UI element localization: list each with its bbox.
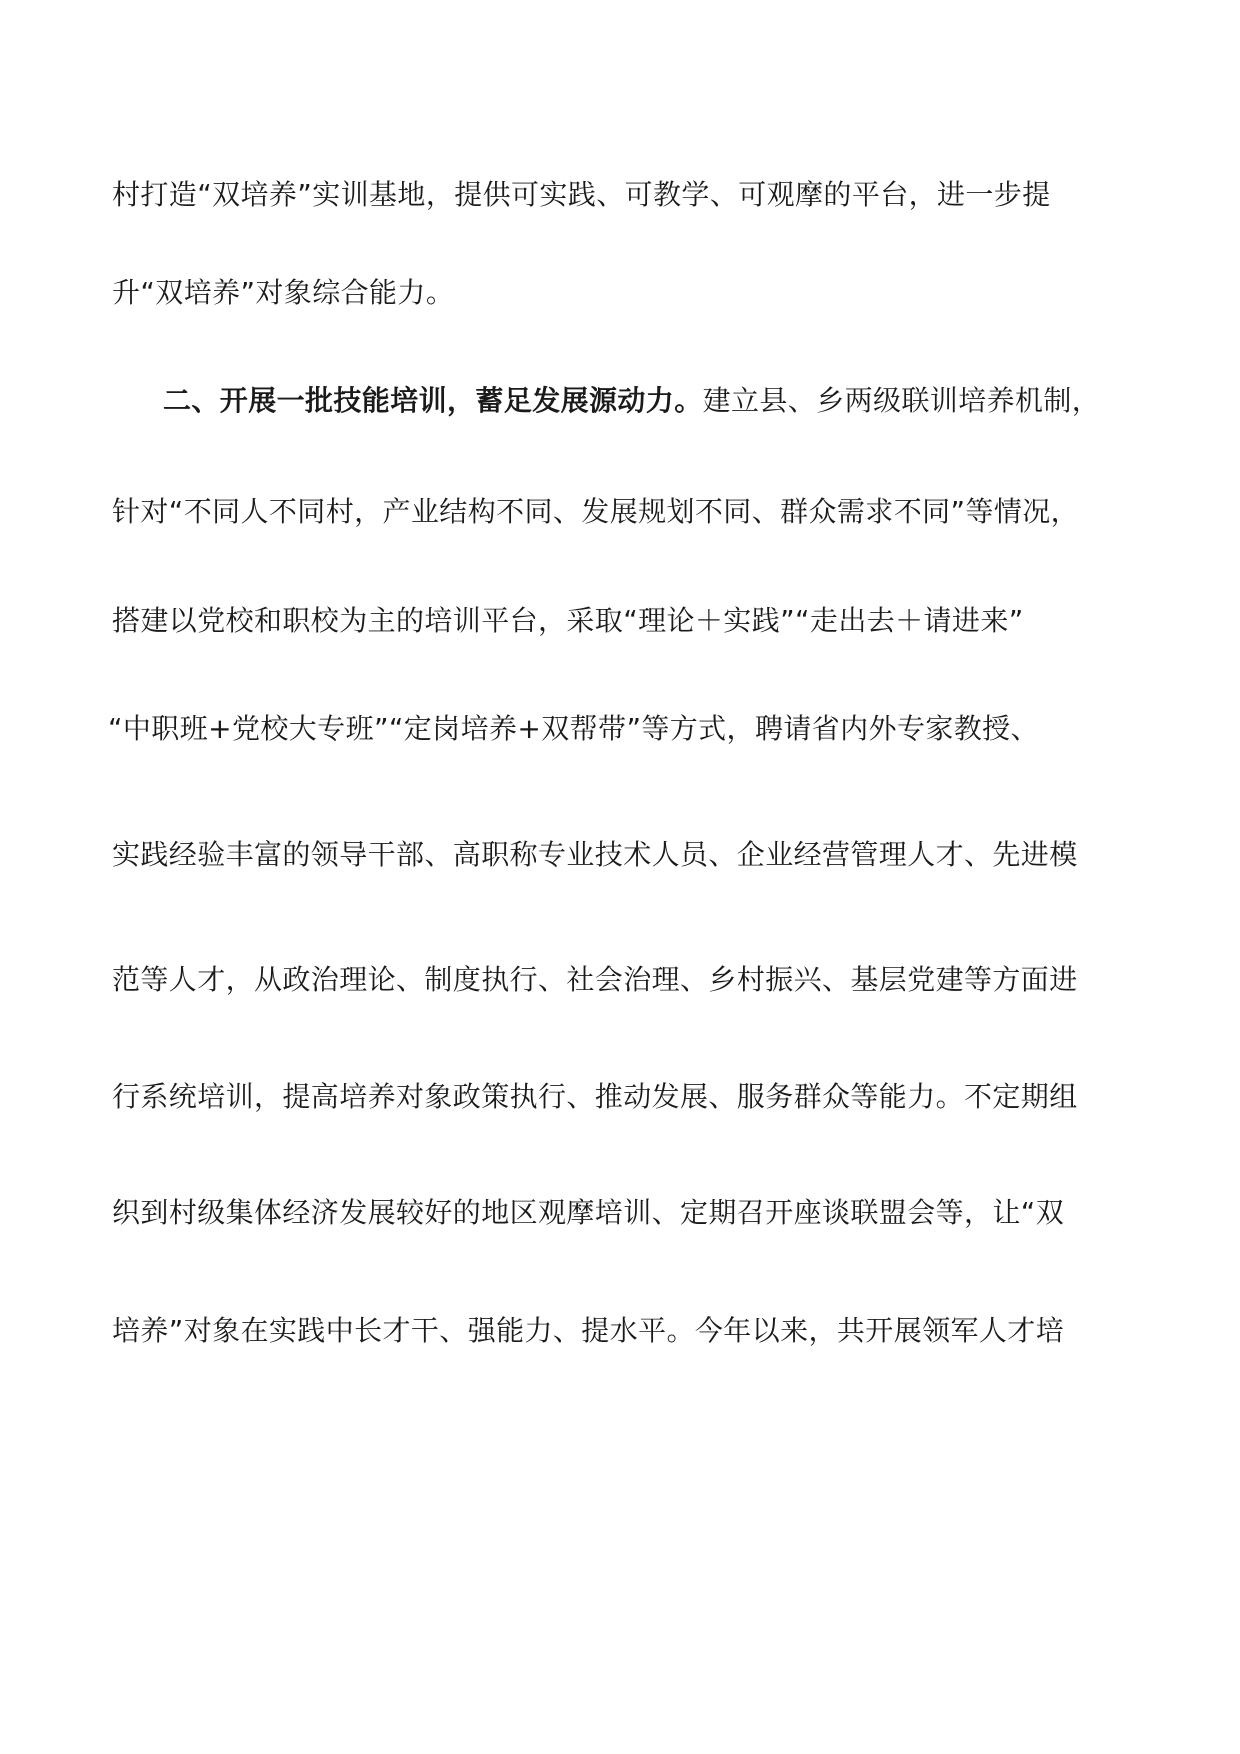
- paragraph-line: 针对“不同人不同村，产业结构不同、发展规划不同、群众需求不同”等情况，: [112, 495, 1080, 528]
- paragraph-line: 范等人才，从政治理论、制度执行、社会治理、乡村振兴、基层党建等方面进: [112, 963, 1078, 996]
- paragraph-line: 行系统培训，提高培养对象政策执行、推动发展、服务群众等能力。不定期组: [112, 1080, 1078, 1113]
- paragraph-text: 建立县、乡两级联训培养机制，: [702, 384, 1101, 417]
- section-heading-line: [163, 379, 1203, 423]
- paragraph-line: 织到村级集体经济发展较好的地区观摩培训、定期召开座谈联盟会等，让“双: [112, 1196, 1065, 1229]
- paragraph-line: 升“双培养”对象综合能力。: [112, 276, 455, 309]
- paragraph-line: 搭建以党校和职校为主的培训平台，采取“理论＋实践”“走出去＋请进来”: [112, 604, 1024, 637]
- paragraph-line: “中职班+党校大专班”“定岗培养+双帮带”等方式，聘请省内外专家教授、: [108, 712, 1039, 745]
- paragraph-line: 村打造“双培养”实训基地，提供可实践、可教学、可观摩的平台，进一步提: [112, 178, 1051, 211]
- paragraph-line: 培养”对象在实践中长才干、强能力、提水平。今年以来，共开展领军人才培: [112, 1314, 1065, 1347]
- section-heading: 二、开展一批技能培训，蓄足发展源动力。: [163, 384, 703, 417]
- paragraph-line: 实践经验丰富的领导干部、高职称专业技术人员、企业经营管理人才、先进模: [112, 838, 1078, 871]
